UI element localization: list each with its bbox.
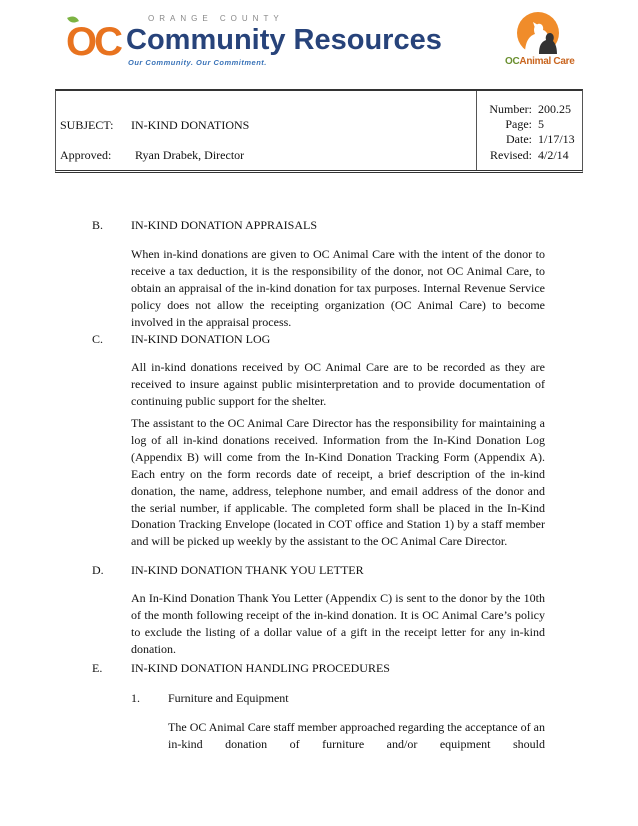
oc-animal-care-logo	[505, 12, 573, 74]
logo-orange-county: ORANGE COUNTY	[148, 14, 284, 23]
logo-title: Community Resources	[126, 24, 442, 56]
dog-cat-icon	[519, 16, 559, 56]
page-header	[0, 0, 638, 80]
subject-label: SUBJECT:	[60, 118, 114, 132]
oc-community-resources-logo	[66, 14, 466, 72]
page-label: Page:	[505, 117, 532, 131]
section-b-title: IN-KIND DONATION APPRAISALS	[131, 218, 318, 232]
revised-label: Revised:	[490, 148, 532, 162]
animal-care-wordmark	[505, 56, 574, 67]
revised-value: 4/2/14	[538, 148, 569, 162]
section-e-sub1-paragraph: The OC Animal Care staff member approached regarding the acceptance of an in-kind donation of furniture and/or equipment should	[168, 720, 545, 751]
section-b-letter: B.	[92, 218, 104, 232]
date-label: Date:	[506, 132, 532, 146]
section-c-paragraph-1: All in-kind donations received by OC Animal Care are to be recorded as they are received to insure against public misinterpretation and to provide documentation of continuing public support for the shelter.	[131, 360, 545, 408]
section-d-paragraph: An In-Kind Donation Thank You Letter (Appendix C) is sent to the donor by the 10th of the month following receipt of the in-kind donation. It is OC Animal Care’s policy to exclude the listing of a dollar value of a gift in the receipt letter for any in-kind donation.	[131, 591, 545, 656]
approved-value: Ryan Drabek, Director	[135, 148, 245, 162]
page-value: 5	[538, 117, 544, 131]
section-c-paragraph-2: The assistant to the OC Animal Care Director has the responsibility for maintaining a log of all in-kind donations received. Information from the In-Kind Donation Log (Appendix B) will come from the In-Kind Donation Tracking Form (Appendix A). Each entry on the form records date of receipt, a brief description of the in-kind donation, the name, address, telephone number, and email address of the donor and the serial number, if applicable. The completed form shall be placed in the In-Kind Donation Tracking Envelope (located in COT office and Station 1) by a staff member and will be picked up weekly by the assistant to the OC Animal Care Director.	[131, 416, 545, 549]
subject-value: IN-KIND DONATIONS	[131, 118, 250, 132]
number-label: Number:	[489, 102, 532, 116]
number-value: 200.25	[538, 102, 571, 116]
section-d-letter: D.	[92, 563, 104, 577]
logo-oc-letters: OC	[66, 20, 120, 64]
section-e-sub1-title: Furniture and Equipment	[168, 691, 289, 705]
animal-care-oc: OC	[505, 56, 520, 67]
section-e-sub1-number: 1.	[131, 691, 140, 705]
approved-label: Approved:	[60, 148, 112, 162]
section-e-letter: E.	[92, 661, 103, 675]
section-c-letter: C.	[92, 332, 104, 346]
logo-tagline: Our Community. Our Commitment.	[128, 58, 267, 67]
date-value: 1/17/13	[538, 132, 575, 146]
policy-info-box	[55, 89, 583, 173]
section-e-title: IN-KIND DONATION HANDLING PROCEDURES	[131, 661, 390, 675]
animal-care-text: Animal Care	[519, 56, 575, 67]
section-d-title: IN-KIND DONATION THANK YOU LETTER	[131, 563, 364, 577]
section-c-title: IN-KIND DONATION LOG	[131, 332, 271, 346]
section-b-paragraph: When in-kind donations are given to OC Animal Care with the intent of the donor to receive a tax deduction, it is the responsibility of the donor, not OC Animal Care, to obtain an appraisal of the in-kind donation for tax purposes. Internal Revenue Service policy does not allow the receipting organization (OC Animal Care) to become involved in the appraisal process.	[131, 247, 545, 329]
